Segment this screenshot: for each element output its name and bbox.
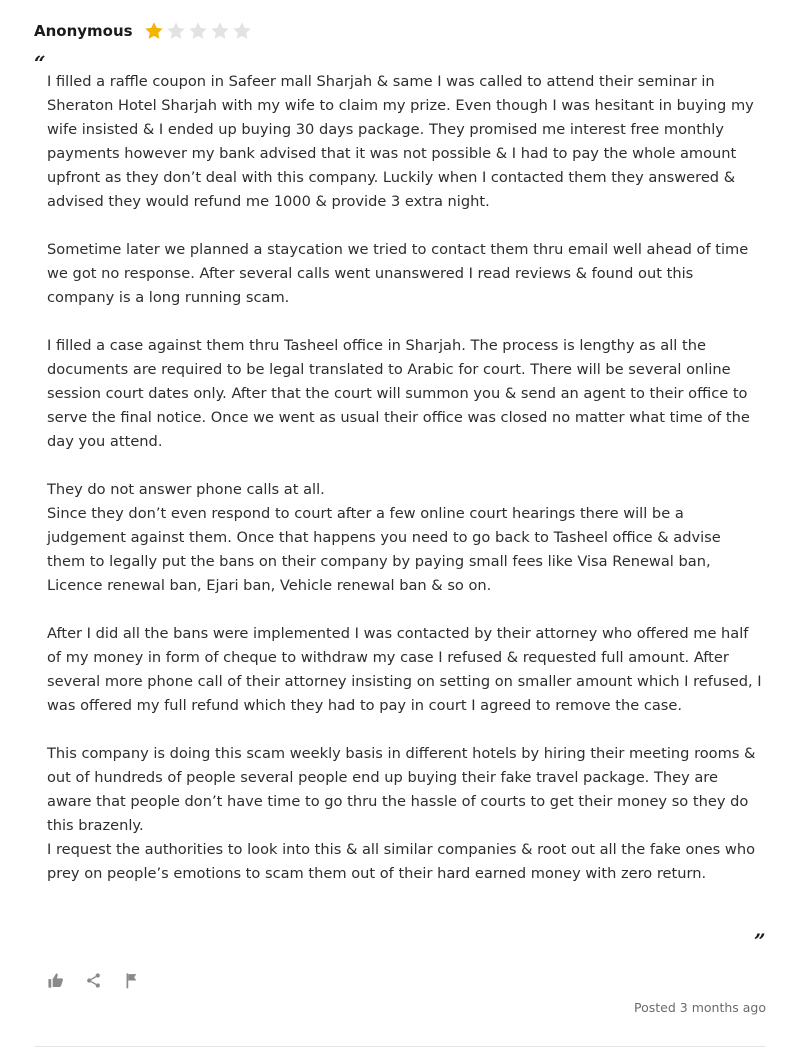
star-rating <box>143 20 253 42</box>
review-header <box>34 19 253 43</box>
star-filled-icon <box>143 20 165 42</box>
reviewer-name: Anonymous <box>34 22 133 40</box>
thumbs-up-icon <box>47 972 64 989</box>
star-empty-icon <box>187 20 209 42</box>
review-actions <box>46 970 140 990</box>
share-button[interactable] <box>84 971 102 989</box>
review-paragraph: I filled a case against them thru Tasheel office in Sharjah. The process is lengthy as all the documents are required to be legal translated to Arabic for court. There will be several online session court dates only. After that the court will summon you & send an agent to their office to serve the final notice. Once we went as usual their office was closed no matter what time of the day you attend. <box>47 337 750 450</box>
review-paragraph: They do not answer phone calls at all. Since they don’t even respond to court after a few online court hearings there will be a judgement against them. Once that happens you need to go back to Tasheel office & advise them to legally put the bans on their company by paying small fees like Visa Renewal ban, Licence renewal ban, Ejari ban, Vehicle renewal ban & so on. <box>47 481 721 594</box>
flag-icon <box>124 972 139 989</box>
share-icon <box>85 972 102 989</box>
review-paragraph: This company is doing this scam weekly basis in different hotels by hiring their meeting rooms & out of hundreds of people several people end up buying their fake travel package. They are aware that people don’t have time to go thru the hassle of courts to get their money so they do this brazenly. I request the authorities to look into this & all similar companies & root out all the fake ones who prey on people’s emotions to scam them out of their hard earned money with zero return. <box>47 745 756 882</box>
posted-time: Posted 3 months ago <box>634 1000 766 1015</box>
like-button[interactable] <box>46 971 64 989</box>
star-empty-icon <box>165 20 187 42</box>
divider <box>34 1046 766 1047</box>
open-quote-mark: “ <box>34 51 46 75</box>
report-button[interactable] <box>122 971 140 989</box>
close-quote-mark: ” <box>754 929 766 953</box>
review-paragraph: Sometime later we planned a staycation we tried to contact them thru email well ahead of time we got no response. After several calls went unanswered I read reviews & found out this company is a long running scam. <box>47 241 749 306</box>
star-empty-icon <box>209 20 231 42</box>
star-empty-icon <box>231 20 253 42</box>
review-text <box>47 70 763 886</box>
review-paragraph: I filled a raffle coupon in Safeer mall Sharjah & same I was called to attend their seminar in Sheraton Hotel Sharjah with my wife to claim my prize. Even though I was hesitant in buying my wife insisted & I ended up buying 30 days package. They promised me interest free monthly payments however my bank advised that it was not possible & I had to pay the whole amount upfront as they don’t deal with this company. Luckily when I contacted them they answered & advised they would refund me 1000 & provide 3 extra night. <box>47 73 754 210</box>
review-paragraph: After I did all the bans were implemented I was contacted by their attorney who offered me half of my money in form of cheque to withdraw my case I refused & requested full amount. After several more phone call of their attorney insisting on setting on smaller amount which I refused, I was offered my full refund which they had to pay in court I agreed to remove the case. <box>47 625 762 714</box>
